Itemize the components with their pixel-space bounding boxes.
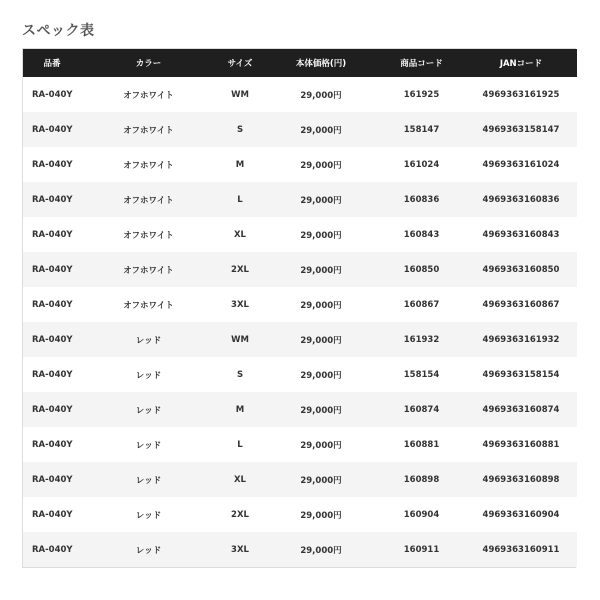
cell-color: レッド bbox=[135, 335, 162, 346]
cell-color: レッド bbox=[135, 510, 162, 521]
table-row bbox=[23, 497, 577, 532]
cell-jan-code: 4969363160843 bbox=[482, 229, 560, 240]
cell-product-code: 158154 bbox=[403, 369, 440, 380]
table-row bbox=[23, 182, 577, 217]
cell-color: オフホワイト bbox=[123, 195, 174, 206]
cell-price: 29,000円 bbox=[300, 475, 342, 486]
cell-color: レッド bbox=[135, 545, 162, 556]
cell-hinban: RA-040Y bbox=[32, 194, 73, 205]
cell-size: 2XL bbox=[231, 509, 249, 520]
cell-price: 29,000円 bbox=[300, 545, 342, 556]
spec-table bbox=[23, 49, 577, 567]
cell-size: XL bbox=[234, 474, 246, 485]
cell-product-code: 160874 bbox=[403, 404, 440, 415]
cell-price: 29,000円 bbox=[300, 440, 342, 451]
cell-product-code: 161925 bbox=[403, 89, 440, 100]
cell-price: 29,000円 bbox=[300, 90, 342, 101]
cell-jan-code: 4969363158154 bbox=[482, 369, 560, 380]
cell-price: 29,000円 bbox=[300, 510, 342, 521]
cell-price: 29,000円 bbox=[300, 405, 342, 416]
cell-size: S bbox=[236, 124, 244, 135]
cell-size: 2XL bbox=[231, 264, 249, 275]
table-header-row bbox=[23, 49, 577, 77]
table-row bbox=[23, 462, 577, 497]
cell-hinban: RA-040Y bbox=[32, 439, 73, 450]
header-color: カラー bbox=[135, 59, 162, 69]
cell-jan-code: 4969363160867 bbox=[482, 299, 560, 310]
cell-size: S bbox=[236, 369, 244, 380]
cell-hinban: RA-040Y bbox=[32, 404, 73, 415]
table-row bbox=[23, 357, 577, 392]
cell-size: L bbox=[237, 439, 243, 450]
table-row bbox=[23, 392, 577, 427]
cell-product-code: 160911 bbox=[403, 544, 440, 555]
cell-size: 3XL bbox=[231, 299, 249, 310]
table-row bbox=[23, 287, 577, 322]
cell-color: オフホワイト bbox=[123, 90, 174, 101]
cell-hinban: RA-040Y bbox=[32, 334, 73, 345]
table-row bbox=[23, 532, 577, 567]
cell-price: 29,000円 bbox=[300, 265, 342, 276]
cell-jan-code: 4969363160904 bbox=[482, 509, 560, 520]
cell-product-code: 160904 bbox=[403, 509, 440, 520]
cell-hinban: RA-040Y bbox=[32, 264, 73, 275]
cell-jan-code: 4969363161932 bbox=[482, 334, 560, 345]
cell-jan-code: 4969363160898 bbox=[482, 474, 560, 485]
cell-hinban: RA-040Y bbox=[32, 369, 73, 380]
table-row bbox=[23, 427, 577, 462]
cell-color: オフホワイト bbox=[123, 300, 174, 311]
cell-price: 29,000円 bbox=[300, 370, 342, 381]
cell-product-code: 160850 bbox=[403, 264, 440, 275]
cell-jan-code: 4969363160836 bbox=[482, 194, 560, 205]
cell-hinban: RA-040Y bbox=[32, 299, 73, 310]
cell-product-code: 161024 bbox=[403, 159, 440, 170]
cell-price: 29,000円 bbox=[300, 160, 342, 171]
cell-jan-code: 4969363160881 bbox=[482, 439, 560, 450]
cell-product-code: 160843 bbox=[403, 229, 440, 240]
cell-jan-code: 4969363158147 bbox=[482, 124, 560, 135]
cell-product-code: 158147 bbox=[403, 124, 440, 135]
cell-jan-code: 4969363161024 bbox=[482, 159, 560, 170]
cell-color: オフホワイト bbox=[123, 230, 174, 241]
cell-color: レッド bbox=[135, 370, 162, 381]
cell-jan-code: 4969363161925 bbox=[482, 89, 560, 100]
cell-price: 29,000円 bbox=[300, 125, 342, 136]
cell-size: XL bbox=[234, 229, 246, 240]
cell-color: レッド bbox=[135, 475, 162, 486]
page-title: スペック表 bbox=[22, 23, 95, 39]
cell-hinban: RA-040Y bbox=[32, 509, 73, 520]
header-jan-code: JANコード bbox=[499, 59, 543, 69]
cell-price: 29,000円 bbox=[300, 300, 342, 311]
cell-product-code: 160898 bbox=[403, 474, 440, 485]
header-hinban: 品番 bbox=[43, 59, 61, 69]
cell-size: M bbox=[235, 159, 245, 170]
cell-price: 29,000円 bbox=[300, 195, 342, 206]
cell-size: WM bbox=[231, 89, 249, 100]
cell-product-code: 160867 bbox=[403, 299, 440, 310]
cell-price: 29,000円 bbox=[300, 335, 342, 346]
table-row bbox=[23, 147, 577, 182]
cell-jan-code: 4969363160850 bbox=[482, 264, 560, 275]
cell-color: レッド bbox=[135, 440, 162, 451]
cell-price: 29,000円 bbox=[300, 230, 342, 241]
cell-jan-code: 4969363160874 bbox=[482, 404, 560, 415]
cell-hinban: RA-040Y bbox=[32, 89, 73, 100]
table-row bbox=[23, 252, 577, 287]
table-body bbox=[23, 77, 577, 567]
cell-color: レッド bbox=[135, 405, 162, 416]
cell-hinban: RA-040Y bbox=[32, 474, 73, 485]
spec-table-container bbox=[22, 48, 576, 568]
cell-size: L bbox=[237, 194, 243, 205]
cell-jan-code: 4969363160911 bbox=[482, 544, 560, 555]
table-row bbox=[23, 322, 577, 357]
header-price: 本体価格(円) bbox=[295, 59, 347, 69]
header-product-code: 商品コード bbox=[400, 59, 443, 69]
cell-product-code: 161932 bbox=[403, 334, 440, 345]
cell-hinban: RA-040Y bbox=[32, 124, 73, 135]
cell-product-code: 160881 bbox=[403, 439, 440, 450]
cell-size: WM bbox=[231, 334, 249, 345]
cell-hinban: RA-040Y bbox=[32, 544, 73, 555]
table-row bbox=[23, 217, 577, 252]
cell-color: オフホワイト bbox=[123, 160, 174, 171]
cell-size: M bbox=[235, 404, 245, 415]
cell-size: 3XL bbox=[231, 544, 249, 555]
header-size: サイズ bbox=[227, 59, 253, 69]
cell-color: オフホワイト bbox=[123, 265, 174, 276]
table-row bbox=[23, 112, 577, 147]
cell-color: オフホワイト bbox=[123, 125, 174, 136]
table-row bbox=[23, 77, 577, 112]
cell-product-code: 160836 bbox=[403, 194, 440, 205]
cell-hinban: RA-040Y bbox=[32, 159, 73, 170]
cell-hinban: RA-040Y bbox=[32, 229, 73, 240]
